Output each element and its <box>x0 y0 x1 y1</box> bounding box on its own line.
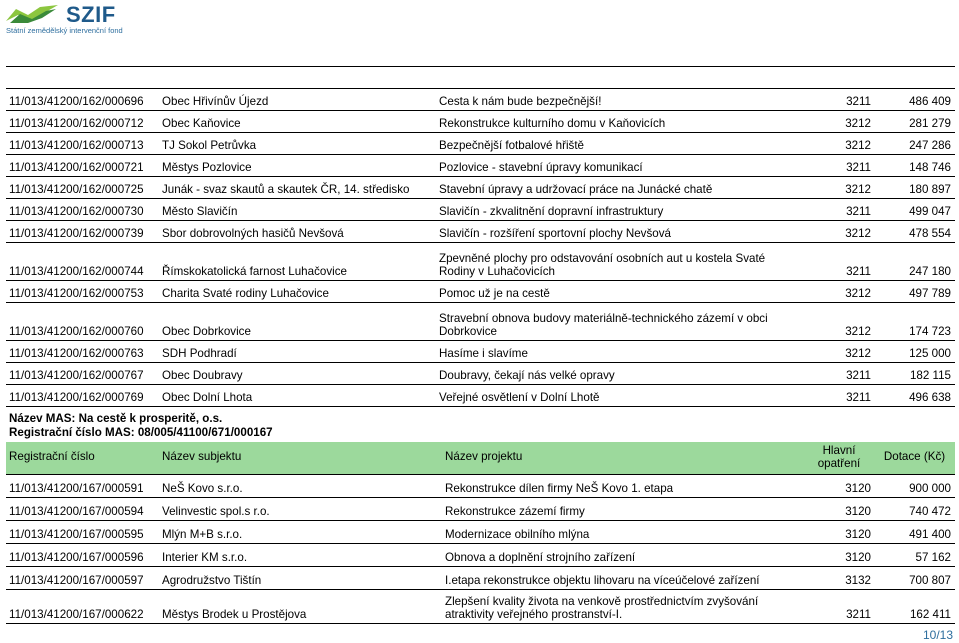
cell-code: 3211 <box>804 198 875 220</box>
cell-subject: Charita Svaté rodiny Luhačovice <box>159 280 436 302</box>
cell-amount: 247 180 <box>875 242 955 280</box>
cell-amount: 496 638 <box>875 384 955 406</box>
projects-table-2-body <box>6 442 955 623</box>
cell-project: Obnova a doplnění strojního zařízení <box>442 543 804 566</box>
cell-subject: Obec Kaňovice <box>159 110 436 132</box>
cell-code: 3212 <box>804 302 875 340</box>
cell-amount: 740 472 <box>875 497 955 520</box>
table-row <box>6 340 955 362</box>
cell-amount: 497 789 <box>875 280 955 302</box>
cell-reg: 11/013/41200/162/000696 <box>6 88 159 110</box>
cell-reg: 11/013/41200/167/000591 <box>6 474 159 497</box>
mas-registration: Registrační číslo MAS: 08/005/41100/671/000167 <box>9 426 273 439</box>
cell-amount: 281 279 <box>875 110 955 132</box>
header-project: Název projektu <box>442 442 804 474</box>
cell-code: 3211 <box>804 589 875 623</box>
cell-amount: 180 897 <box>875 176 955 198</box>
table-row <box>6 280 955 302</box>
cell-subject: Obec Dobrkovice <box>159 302 436 340</box>
table-row <box>6 497 955 520</box>
cell-reg: 11/013/41200/162/000753 <box>6 280 159 302</box>
cell-subject: Velinvestic spol.s r.o. <box>159 497 442 520</box>
table-row <box>6 198 955 220</box>
table-row <box>6 154 955 176</box>
table-row <box>6 543 955 566</box>
cell-amount: 125 000 <box>875 340 955 362</box>
projects-table-1-body <box>6 88 955 406</box>
cell-code: 3212 <box>804 280 875 302</box>
cell-project: Modernizace obilního mlýna <box>442 520 804 543</box>
szif-logo-mark-icon <box>6 5 58 23</box>
cell-project: I.etapa rekonstrukce objektu lihovaru na víceúčelové zařízení <box>442 566 804 589</box>
cell-project: Hasíme i slavíme <box>436 340 804 362</box>
cell-subject: Městys Brodek u Prostějova <box>159 589 442 623</box>
logo-subtitle: Státní zemědělský intervenční fond <box>6 26 123 35</box>
table-row <box>6 362 955 384</box>
cell-reg: 11/013/41200/162/000767 <box>6 362 159 384</box>
cell-reg: 11/013/41200/167/000597 <box>6 566 159 589</box>
cell-code: 3211 <box>804 384 875 406</box>
cell-subject: Mlýn M+B s.r.o. <box>159 520 442 543</box>
cell-project: Pozlovice - stavební úpravy komunikací <box>436 154 804 176</box>
table-row <box>6 474 955 497</box>
cell-project: Rekonstrukce dílen firmy NeŠ Kovo 1. etapa <box>442 474 804 497</box>
cell-amount: 182 115 <box>875 362 955 384</box>
cell-reg: 11/013/41200/162/000730 <box>6 198 159 220</box>
projects-table-1 <box>6 88 955 407</box>
header-reg: Registrační číslo <box>6 442 159 474</box>
cell-project: Cesta k nám bude bezpečnější! <box>436 88 804 110</box>
table-row <box>6 176 955 198</box>
cell-code: 3120 <box>804 520 875 543</box>
cell-reg: 11/013/41200/162/000769 <box>6 384 159 406</box>
cell-code: 3211 <box>804 88 875 110</box>
cell-project: Slavičín - rozšíření sportovní plochy Nevšová <box>436 220 804 242</box>
cell-reg: 11/013/41200/167/000622 <box>6 589 159 623</box>
cell-subject: Římskokatolická farnost Luhačovice <box>159 242 436 280</box>
cell-code: 3132 <box>804 566 875 589</box>
cell-reg: 11/013/41200/167/000594 <box>6 497 159 520</box>
cell-code: 3212 <box>804 220 875 242</box>
cell-project: Rekonstrukce zázemí firmy <box>442 497 804 520</box>
cell-amount: 478 554 <box>875 220 955 242</box>
cell-reg: 11/013/41200/162/000725 <box>6 176 159 198</box>
cell-amount: 57 162 <box>875 543 955 566</box>
cell-amount: 499 047 <box>875 198 955 220</box>
cell-code: 3212 <box>804 340 875 362</box>
table-row <box>6 566 955 589</box>
cell-project: Slavičín - zkvalitnění dopravní infrastruktury <box>436 198 804 220</box>
table-row <box>6 110 955 132</box>
cell-amount: 486 409 <box>875 88 955 110</box>
cell-subject: Agrodružstvo Tištín <box>159 566 442 589</box>
logo-title: SZIF <box>66 2 116 27</box>
table-row <box>6 220 955 242</box>
cell-project: Pomoc už je na cestě <box>436 280 804 302</box>
table-row <box>6 302 955 340</box>
cell-subject: Obec Hřivínův Újezd <box>159 88 436 110</box>
cell-project: Stravební obnova budovy materiálně-technického zázemí v obci Dobrkovice <box>436 302 804 340</box>
cell-amount: 162 411 <box>875 589 955 623</box>
cell-project: Rekonstrukce kulturního domu v Kaňovicích <box>436 110 804 132</box>
page-number: 10/13 <box>922 628 953 642</box>
cell-code: 3212 <box>804 132 875 154</box>
header-subject: Název subjektu <box>159 442 442 474</box>
cell-amount: 491 400 <box>875 520 955 543</box>
cell-project: Stavební úpravy a udržovací práce na Junácké chatě <box>436 176 804 198</box>
cell-code: 3120 <box>804 543 875 566</box>
cell-reg: 11/013/41200/162/000713 <box>6 132 159 154</box>
cell-reg: 11/013/41200/162/000721 <box>6 154 159 176</box>
cell-subject: Junák - svaz skautů a skautek ČR, 14. středisko <box>159 176 436 198</box>
cell-subject: Sbor dobrovolných hasičů Nevšová <box>159 220 436 242</box>
cell-amount: 900 000 <box>875 474 955 497</box>
cell-project: Zlepšení kvality života na venkově prostřednictvím zvyšování atraktivity veřejného prostranství-I. <box>442 589 804 623</box>
cell-subject: Interier KM s.r.o. <box>159 543 442 566</box>
cell-reg: 11/013/41200/162/000763 <box>6 340 159 362</box>
cell-subject: TJ Sokol Petrůvka <box>159 132 436 154</box>
table-row <box>6 520 955 543</box>
cell-reg: 11/013/41200/167/000596 <box>6 543 159 566</box>
cell-code: 3211 <box>804 362 875 384</box>
table-row <box>6 242 955 280</box>
header-code: Hlavní opatření <box>804 442 875 474</box>
mas-info <box>9 412 273 440</box>
cell-code: 3120 <box>804 474 875 497</box>
cell-amount: 247 286 <box>875 132 955 154</box>
cell-code: 3211 <box>804 242 875 280</box>
mas-name: Název MAS: Na cestě k prosperitě, o.s. <box>9 412 223 425</box>
cell-project: Veřejné osvětlení v Dolní Lhotě <box>436 384 804 406</box>
table-row <box>6 132 955 154</box>
cell-project: Doubravy, čekají nás velké opravy <box>436 362 804 384</box>
cell-code: 3211 <box>804 154 875 176</box>
cell-project: Zpevněné plochy pro odstavování osobních aut u kostela Svaté Rodiny v Luhačovicích <box>436 242 804 280</box>
cell-code: 3212 <box>804 110 875 132</box>
table-row <box>6 589 955 623</box>
table-header-row <box>6 442 955 474</box>
cell-reg: 11/013/41200/162/000739 <box>6 220 159 242</box>
table-row <box>6 88 955 110</box>
header-amount: Dotace (Kč) <box>875 442 955 474</box>
cell-amount: 174 723 <box>875 302 955 340</box>
table-row <box>6 384 955 406</box>
cell-amount: 700 807 <box>875 566 955 589</box>
cell-subject: Obec Doubravy <box>159 362 436 384</box>
cell-reg: 11/013/41200/162/000760 <box>6 302 159 340</box>
szif-logo <box>6 2 156 36</box>
cell-subject: NeŠ Kovo s.r.o. <box>159 474 442 497</box>
cell-code: 3212 <box>804 176 875 198</box>
cell-subject: Město Slavičín <box>159 198 436 220</box>
cell-amount: 148 746 <box>875 154 955 176</box>
cell-reg: 11/013/41200/162/000712 <box>6 110 159 132</box>
cell-subject: Městys Pozlovice <box>159 154 436 176</box>
cell-reg: 11/013/41200/162/000744 <box>6 242 159 280</box>
cell-code: 3120 <box>804 497 875 520</box>
header-divider <box>6 66 955 67</box>
cell-reg: 11/013/41200/167/000595 <box>6 520 159 543</box>
cell-subject: SDH Podhradí <box>159 340 436 362</box>
projects-table-2 <box>6 442 955 624</box>
cell-subject: Obec Dolní Lhota <box>159 384 436 406</box>
cell-project: Bezpečnější fotbalové hřiště <box>436 132 804 154</box>
